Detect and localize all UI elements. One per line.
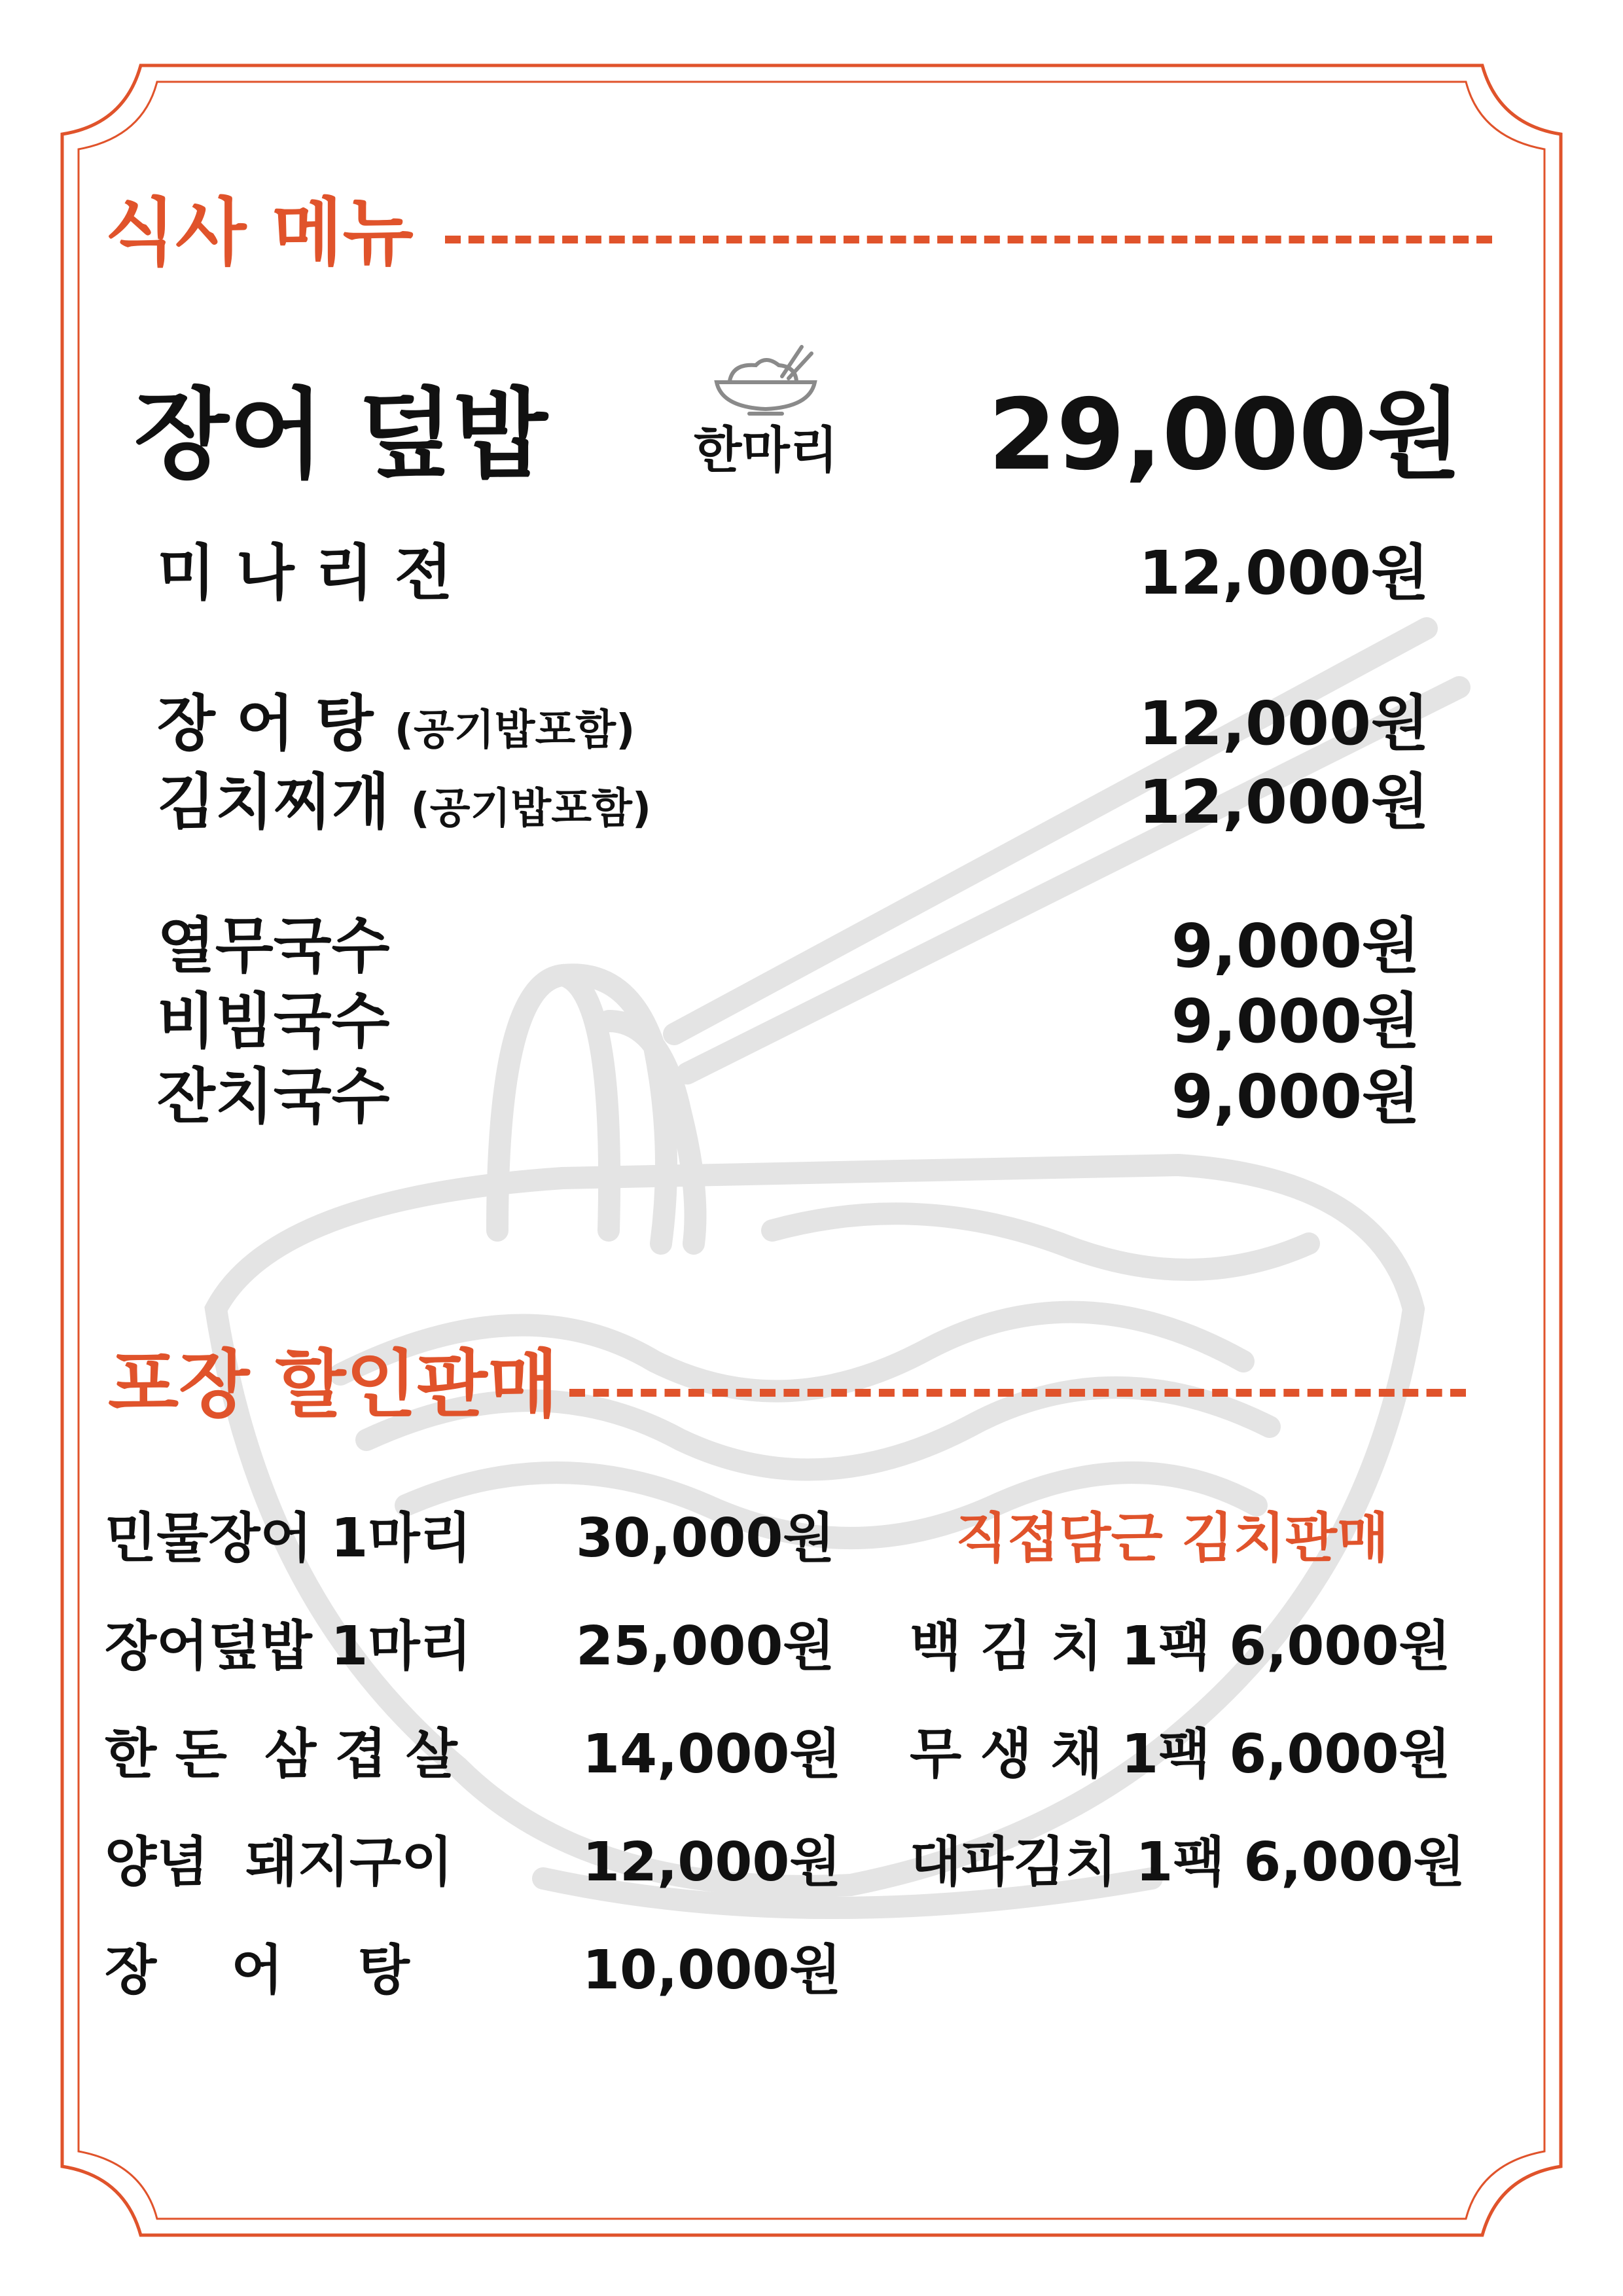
menu-item-name: 열무국수	[157, 911, 390, 981]
kimchi-item-qty: 1팩	[1121, 1723, 1211, 1785]
kimchi-item-name: 무 생 채	[910, 1723, 1103, 1785]
kimchi-section-title: 직접담근 김치판매	[955, 1507, 1389, 1570]
takeout-item-price: 10,000원	[582, 1939, 842, 2001]
takeout-item-name: 한 돈 삼 겹 살	[105, 1723, 457, 1785]
kimchi-item-price: 6,000원	[1229, 1723, 1451, 1785]
takeout-section-divider	[569, 1389, 1466, 1397]
menu-item-name: 잔치국수	[157, 1062, 390, 1132]
meal-section-title: 식사 메뉴	[105, 190, 414, 276]
takeout-item-name: 양념 돼지구이	[105, 1831, 454, 1893]
meal-section-divider	[445, 236, 1492, 243]
rice-bowl-icon	[710, 340, 821, 419]
menu-item-label: 장 어 탕	[157, 689, 374, 759]
menu-item-note: (공기밥포함)	[394, 706, 635, 755]
menu-item-note: (공기밥포함)	[410, 785, 652, 833]
menu-item-price: 12,000원	[1139, 767, 1429, 837]
kimchi-item-name: 대파김치	[910, 1831, 1117, 1893]
takeout-item-price: 25,000원	[576, 1615, 835, 1677]
takeout-section-title: 포장 할인판매	[108, 1342, 559, 1427]
menu-item-label: 김치찌개	[157, 767, 390, 837]
menu-item-price: 9,000원	[1171, 986, 1420, 1056]
kimchi-item	[910, 1831, 1465, 1893]
menu-item-name: 비빔국수	[157, 986, 390, 1056]
kimchi-item-price: 6,000원	[1229, 1615, 1451, 1677]
kimchi-item	[910, 1615, 1451, 1677]
menu-item-price: 9,000원	[1171, 1062, 1420, 1132]
kimchi-item-name: 백 김 치	[910, 1615, 1103, 1677]
takeout-item-name: 장어덮밥 1마리	[105, 1615, 472, 1677]
menu-item-name	[157, 767, 652, 837]
menu-item-price: 9,000원	[1171, 911, 1420, 981]
kimchi-item	[910, 1723, 1451, 1785]
takeout-item-price: 30,000원	[576, 1507, 835, 1570]
takeout-item-name: 장 어 탕	[105, 1939, 410, 2001]
takeout-item-name: 민물장어 1마리	[105, 1507, 472, 1570]
takeout-item-price: 14,000원	[582, 1723, 842, 1785]
kimchi-item-qty: 1팩	[1135, 1831, 1225, 1893]
menu-item-name: 미 나 리 전	[157, 538, 453, 608]
menu-item-price: 12,000원	[1139, 538, 1429, 608]
hero-item-price: 29,000원	[988, 378, 1462, 492]
takeout-item-price: 12,000원	[582, 1831, 842, 1893]
kimchi-item-qty: 1팩	[1121, 1615, 1211, 1677]
menu-item-name	[157, 689, 635, 759]
hero-item-badge: 한마리	[694, 421, 838, 479]
kimchi-item-price: 6,000원	[1243, 1831, 1465, 1893]
hero-item-name: 장어 덮밥	[134, 378, 548, 492]
menu-item-price: 12,000원	[1139, 689, 1429, 759]
